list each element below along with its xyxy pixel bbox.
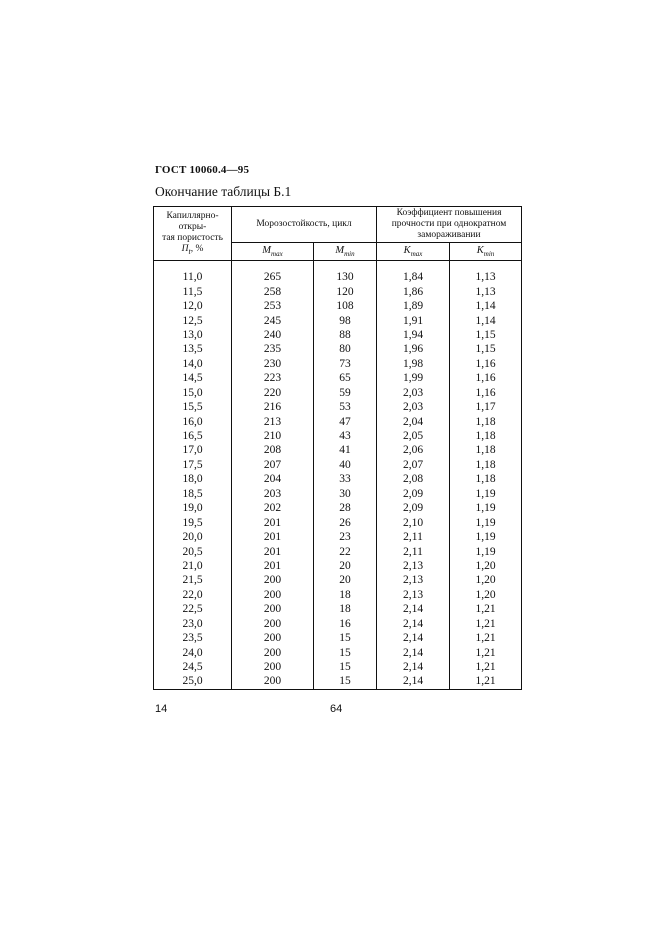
header-porosity (154, 207, 232, 261)
page-number-left: 14 (155, 703, 168, 715)
table-row (154, 501, 522, 515)
table-row (154, 602, 522, 616)
cell-m-min: 40 (314, 458, 377, 472)
cell-m-min: 20 (314, 559, 377, 573)
cell-m-max: 230 (232, 357, 314, 371)
cell-porosity: 13,0 (154, 328, 232, 342)
cell-porosity: 13,5 (154, 342, 232, 356)
table-row (154, 645, 522, 659)
cell-porosity: 20,0 (154, 530, 232, 544)
cell-m-min: 53 (314, 400, 377, 414)
cell-m-max: 216 (232, 400, 314, 414)
table-row (154, 515, 522, 529)
cell-m-min: 23 (314, 530, 377, 544)
cell-m-max: 204 (232, 472, 314, 486)
cell-m-max: 200 (232, 617, 314, 631)
cell-k-min: 1,18 (450, 414, 522, 428)
cell-k-min: 1,20 (450, 588, 522, 602)
cell-k-min: 1,21 (450, 660, 522, 674)
cell-k-min: 1,21 (450, 645, 522, 659)
cell-porosity: 24,0 (154, 645, 232, 659)
cell-porosity: 22,5 (154, 602, 232, 616)
cell-m-min: 18 (314, 602, 377, 616)
table-row (154, 530, 522, 544)
cell-k-max: 1,98 (377, 357, 450, 371)
cell-porosity: 15,5 (154, 400, 232, 414)
table-row (154, 559, 522, 573)
porosity-unit: , % (190, 244, 204, 254)
cell-porosity: 14,5 (154, 371, 232, 385)
cell-k-min: 1,14 (450, 299, 522, 313)
cell-k-min: 1,21 (450, 602, 522, 616)
cell-m-max: 265 (232, 261, 314, 285)
cell-porosity: 11,0 (154, 261, 232, 285)
cell-m-min: 65 (314, 371, 377, 385)
cell-k-max: 2,07 (377, 458, 450, 472)
cell-k-max: 2,11 (377, 544, 450, 558)
cell-k-max: 2,05 (377, 429, 450, 443)
cell-k-min: 1,19 (450, 544, 522, 558)
cell-porosity: 15,0 (154, 386, 232, 400)
cell-m-min: 130 (314, 261, 377, 285)
cell-k-max: 1,86 (377, 284, 450, 298)
cell-m-max: 203 (232, 487, 314, 501)
cell-k-min: 1,14 (450, 313, 522, 327)
cell-m-max: 253 (232, 299, 314, 313)
cell-porosity: 18,5 (154, 487, 232, 501)
table-row (154, 573, 522, 587)
cell-m-max: 240 (232, 328, 314, 342)
cell-k-max: 2,09 (377, 501, 450, 515)
cell-m-min: 15 (314, 645, 377, 659)
table-row (154, 674, 522, 689)
cell-k-min: 1,17 (450, 400, 522, 414)
cell-porosity: 12,0 (154, 299, 232, 313)
header-porosity-line2: тая пористость (162, 233, 223, 243)
table-row (154, 458, 522, 472)
cell-m-min: 18 (314, 588, 377, 602)
cell-m-max: 200 (232, 660, 314, 674)
cell-m-max: 200 (232, 674, 314, 689)
cell-k-max: 2,13 (377, 573, 450, 587)
cell-porosity: 25,0 (154, 674, 232, 689)
table-row (154, 660, 522, 674)
cell-k-min: 1,16 (450, 357, 522, 371)
cell-k-max: 2,14 (377, 631, 450, 645)
cell-k-max: 2,06 (377, 443, 450, 457)
table-row (154, 429, 522, 443)
cell-k-max: 1,94 (377, 328, 450, 342)
cell-m-max: 223 (232, 371, 314, 385)
cell-k-max: 2,14 (377, 645, 450, 659)
table-body (154, 261, 522, 690)
cell-k-min: 1,18 (450, 472, 522, 486)
cell-m-max: 201 (232, 530, 314, 544)
cell-m-max: 202 (232, 501, 314, 515)
header-m-max: $M_{max}$ (232, 243, 314, 261)
table-row (154, 386, 522, 400)
cell-k-max: 2,03 (377, 400, 450, 414)
cell-porosity: 12,5 (154, 313, 232, 327)
cell-k-max: 2,14 (377, 674, 450, 689)
cell-m-min: 41 (314, 443, 377, 457)
table-row (154, 342, 522, 356)
cell-k-max: 2,11 (377, 530, 450, 544)
cell-m-max: 210 (232, 429, 314, 443)
cell-porosity: 22,0 (154, 588, 232, 602)
cell-k-max: 1,89 (377, 299, 450, 313)
cell-m-min: 120 (314, 284, 377, 298)
cell-k-max: 2,13 (377, 559, 450, 573)
table-row (154, 472, 522, 486)
cell-k-max: 2,14 (377, 602, 450, 616)
cell-k-max: 1,99 (377, 371, 450, 385)
cell-k-min: 1,18 (450, 429, 522, 443)
table-row (154, 284, 522, 298)
cell-k-min: 1,15 (450, 342, 522, 356)
cell-porosity: 14,0 (154, 357, 232, 371)
cell-porosity: 17,5 (154, 458, 232, 472)
table-row (154, 328, 522, 342)
header-coef-line3: замораживании (417, 230, 481, 240)
cell-m-max: 207 (232, 458, 314, 472)
cell-k-max: 1,96 (377, 342, 450, 356)
cell-m-max: 200 (232, 573, 314, 587)
page-number-center: 64 (330, 703, 343, 715)
table-row (154, 261, 522, 285)
cell-m-max: 201 (232, 515, 314, 529)
cell-m-min: 98 (314, 313, 377, 327)
table-row (154, 617, 522, 631)
cell-k-min: 1,20 (450, 573, 522, 587)
cell-k-max: 2,13 (377, 588, 450, 602)
table-row (154, 357, 522, 371)
porosity-symbol: П (181, 244, 189, 254)
cell-m-max: 235 (232, 342, 314, 356)
cell-m-max: 258 (232, 284, 314, 298)
cell-m-min: 80 (314, 342, 377, 356)
cell-k-min: 1,21 (450, 631, 522, 645)
cell-m-max: 200 (232, 588, 314, 602)
cell-k-min: 1,18 (450, 458, 522, 472)
cell-k-max: 2,10 (377, 515, 450, 529)
table-caption: Окончание таблицы Б.1 (155, 184, 292, 199)
cell-porosity: 11,5 (154, 284, 232, 298)
cell-k-max: 1,84 (377, 261, 450, 285)
header-k-max: $K_{max}$ (377, 243, 450, 261)
cell-m-min: 16 (314, 617, 377, 631)
header-coef-line2: прочности при однократном (391, 219, 507, 229)
cell-porosity: 21,5 (154, 573, 232, 587)
cell-m-min: 47 (314, 414, 377, 428)
cell-porosity: 23,0 (154, 617, 232, 631)
cell-m-min: 43 (314, 429, 377, 443)
table-row (154, 313, 522, 327)
cell-k-max: 1,91 (377, 313, 450, 327)
cell-k-min: 1,19 (450, 530, 522, 544)
cell-k-max: 2,03 (377, 386, 450, 400)
cell-m-min: 15 (314, 660, 377, 674)
cell-k-min: 1,20 (450, 559, 522, 573)
cell-k-min: 1,19 (450, 501, 522, 515)
cell-k-min: 1,13 (450, 284, 522, 298)
cell-m-max: 220 (232, 386, 314, 400)
cell-porosity: 17,0 (154, 443, 232, 457)
table-row (154, 544, 522, 558)
cell-m-min: 22 (314, 544, 377, 558)
cell-m-min: 26 (314, 515, 377, 529)
cell-porosity: 18,0 (154, 472, 232, 486)
cell-m-max: 201 (232, 544, 314, 558)
cell-porosity: 16,5 (154, 429, 232, 443)
header-m-min: $M_{min}$ (314, 243, 377, 261)
header-frost-resistance: Морозостойкость, цикл (232, 207, 377, 243)
cell-m-min: 15 (314, 631, 377, 645)
table-row (154, 443, 522, 457)
cell-m-max: 245 (232, 313, 314, 327)
cell-m-max: 200 (232, 645, 314, 659)
cell-m-max: 208 (232, 443, 314, 457)
cell-k-max: 2,04 (377, 414, 450, 428)
table-row (154, 299, 522, 313)
cell-k-min: 1,21 (450, 617, 522, 631)
cell-k-max: 2,14 (377, 660, 450, 674)
cell-k-min: 1,15 (450, 328, 522, 342)
cell-k-min: 1,21 (450, 674, 522, 689)
cell-k-max: 2,09 (377, 487, 450, 501)
header-k-min: $K_{min}$ (450, 243, 522, 261)
cell-porosity: 19,0 (154, 501, 232, 515)
cell-m-max: 200 (232, 602, 314, 616)
cell-porosity: 20,5 (154, 544, 232, 558)
cell-m-min: 73 (314, 357, 377, 371)
cell-porosity: 19,5 (154, 515, 232, 529)
table-row (154, 631, 522, 645)
cell-m-min: 88 (314, 328, 377, 342)
table-row (154, 371, 522, 385)
cell-m-min: 59 (314, 386, 377, 400)
header-strength-coefficient (377, 207, 522, 243)
cell-m-min: 108 (314, 299, 377, 313)
cell-m-max: 201 (232, 559, 314, 573)
table-row (154, 588, 522, 602)
cell-porosity: 23,5 (154, 631, 232, 645)
cell-porosity: 21,0 (154, 559, 232, 573)
cell-k-min: 1,19 (450, 487, 522, 501)
cell-k-max: 2,14 (377, 617, 450, 631)
cell-m-min: 15 (314, 674, 377, 689)
header-coef-line1: Коэффициент повышения (396, 208, 502, 218)
cell-porosity: 24,5 (154, 660, 232, 674)
cell-k-min: 1,19 (450, 515, 522, 529)
cell-m-min: 33 (314, 472, 377, 486)
cell-k-min: 1,18 (450, 443, 522, 457)
cell-k-min: 1,16 (450, 386, 522, 400)
cell-m-min: 28 (314, 501, 377, 515)
cell-k-max: 2,08 (377, 472, 450, 486)
cell-k-min: 1,13 (450, 261, 522, 285)
document-code: ГОСТ 10060.4—95 (155, 164, 250, 176)
cell-m-min: 20 (314, 573, 377, 587)
table-row (154, 414, 522, 428)
table-row (154, 400, 522, 414)
cell-m-max: 213 (232, 414, 314, 428)
porosity-subscript: t (188, 246, 191, 256)
data-table (153, 206, 522, 690)
cell-k-min: 1,16 (450, 371, 522, 385)
cell-porosity: 16,0 (154, 414, 232, 428)
table-row (154, 487, 522, 501)
cell-m-min: 30 (314, 487, 377, 501)
header-porosity-line1: Капиллярно-откры- (166, 211, 219, 232)
cell-m-max: 200 (232, 631, 314, 645)
